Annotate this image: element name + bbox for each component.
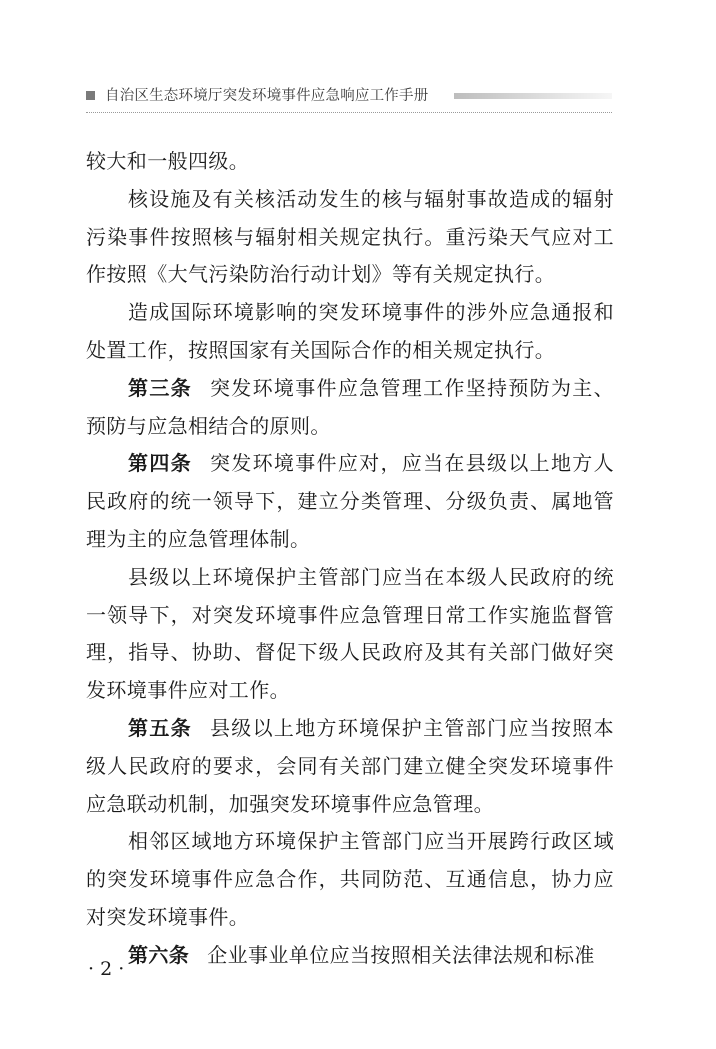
paragraph-text: 核设施及有关核活动发生的核与辐射事故造成的辐射污染事件按照核与辐射相关规定执行。重污染天气应对工作按照《大气污染防治行动计划》等有关规定执行。 xyxy=(86,186,614,287)
paragraph xyxy=(86,181,614,294)
article-paragraph xyxy=(86,445,614,558)
paragraph-text: 造成国际环境影响的突发环境事件的涉外应急通报和处置工作，按照国家有关国际合作的相关规定执行。 xyxy=(86,300,614,362)
paragraph-text: 县级以上地方环境保护主管部门应当按照本级人民政府的要求，会同有关部门建立健全突发环境事件应急联动机制，加强突发环境事件应急管理。 xyxy=(86,715,614,816)
paragraph xyxy=(86,823,614,936)
paragraph-text: 相邻区域地方环境保护主管部门应当开展跨行政区域的突发环境事件应急合作，共同防范、互通信息，协力应对突发环境事件。 xyxy=(86,829,614,929)
article-paragraph xyxy=(86,370,614,446)
page-number: · 2 · xyxy=(88,958,125,980)
header-square-marker xyxy=(86,91,95,100)
paragraph xyxy=(86,559,614,710)
paragraph-text: 企业事业单位应当按照相关法律法规和标准 xyxy=(207,942,595,967)
article-label: 第四条 xyxy=(128,451,192,476)
article-label: 第五条 xyxy=(128,715,192,740)
header-dotted-rule xyxy=(86,112,612,113)
body-text xyxy=(86,143,614,975)
paragraph-text: 突发环境事件应对，应当在县级以上地方人民政府的统一领导下，建立分类管理、分级负责、属地管理为主的应急管理体制。 xyxy=(86,451,614,551)
paragraph-text: 县级以上环境保护主管部门应当在本级人民政府的统一领导下，对突发环境事件应急管理日常工作实施监督管理，指导、协助、督促下级人民政府及其有关部门做好突发环境事件应对工作。 xyxy=(86,564,614,703)
header-gradient-bar xyxy=(454,93,612,99)
article-paragraph xyxy=(86,710,614,823)
article-label: 第六条 xyxy=(128,942,190,967)
paragraph-text: 突发环境事件应急管理工作坚持预防为主、预防与应急相结合的原则。 xyxy=(86,375,614,438)
article-paragraph xyxy=(86,937,614,975)
paragraph xyxy=(86,294,614,370)
paragraph xyxy=(86,143,614,181)
running-header xyxy=(86,84,612,114)
article-label: 第三条 xyxy=(128,375,192,400)
header-title: 自治区生态环境厅突发环境事件应急响应工作手册 xyxy=(105,88,429,104)
paragraph-text: 较大和一般四级。 xyxy=(86,149,250,173)
